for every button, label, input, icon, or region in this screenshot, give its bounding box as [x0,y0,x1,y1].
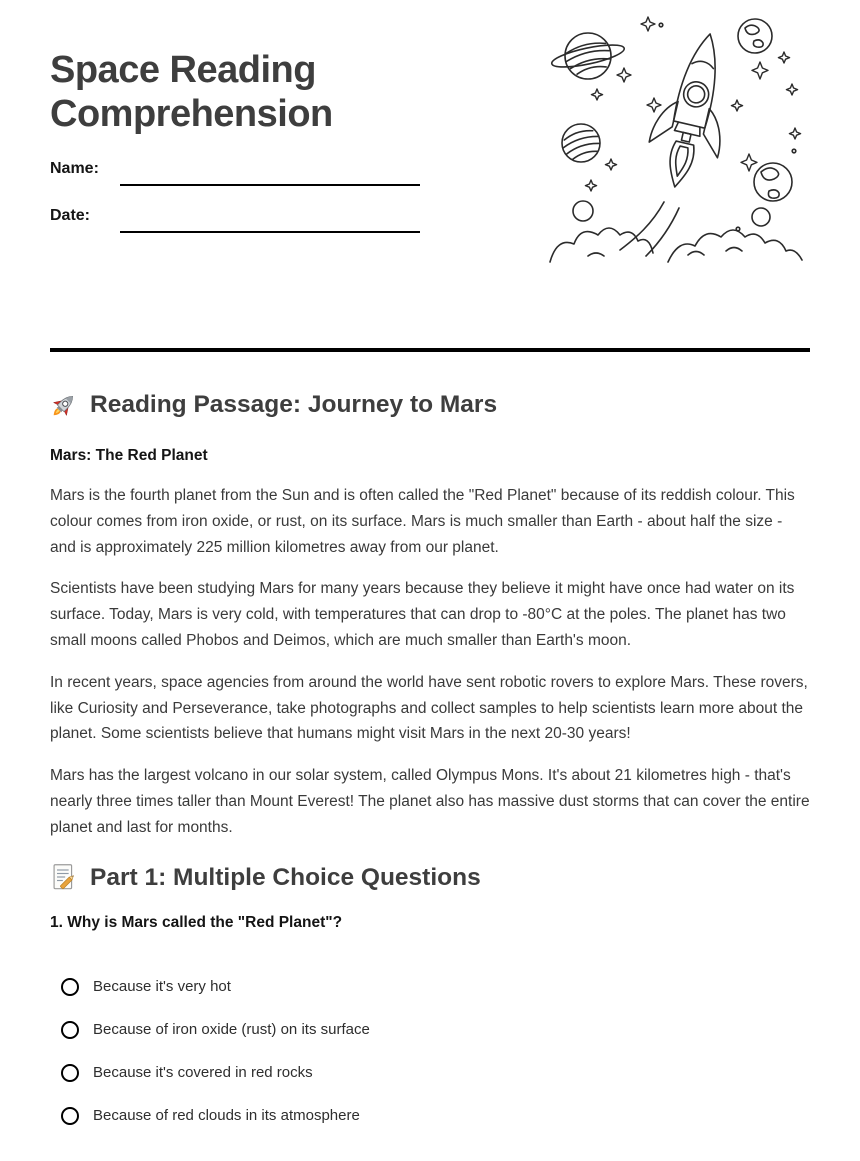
sparkle-stars [585,17,800,191]
option-row-3[interactable] [50,1060,810,1086]
memo-emoji-icon [50,863,78,891]
striped-planet-icon [560,124,602,162]
option-label: Because of iron oxide (rust) on its surface [93,1021,370,1039]
part1-section [50,861,810,1129]
part1-heading [50,861,810,894]
date-input-line[interactable] [120,211,420,233]
passage-paragraph-4: Mars has the largest volcano in our solar system, called Olympus Mons. It's about 21 kilometres high - that's nearly three times taller than Mount Everest! The planet also has massive dust storms that can cover the entire planet and last for months. [50,767,810,836]
section-divider [50,348,810,352]
header [50,0,810,348]
smoke-trail [620,202,679,256]
small-planet-icon [752,208,770,226]
rocket-emoji-icon [50,391,78,419]
option-label: Because it's covered in red rocks [93,1064,313,1082]
page-title: Space Reading Comprehension [50,49,333,136]
radio-button[interactable] [61,1021,79,1039]
moon-icon [573,201,593,221]
date-label: Date: [50,207,91,224]
option-row-4[interactable] [50,1103,810,1129]
name-field [50,160,420,178]
passage-subheading: Mars: The Red Planet [50,447,208,465]
saturn-planet-icon [550,33,626,79]
passage-heading [50,388,810,421]
option-row-2[interactable] [50,1017,810,1043]
smoke-clouds [550,228,802,262]
star-dots [659,23,796,231]
reading-passage-section [50,388,810,841]
passage-paragraph-3: In recent years, space agencies from around the world have sent robotic rovers to explore Mars. These rovers, like Curiosity and Perseverance, take photographs and collect samples to help scientists learn more about the planet. Some scientists believe that humans might visit Mars in the next 20-30 years! [50,673,808,743]
radio-button[interactable] [61,1064,79,1082]
name-input-line[interactable] [120,164,420,186]
earth-globe-icon [738,19,772,53]
option-row-1[interactable] [50,974,810,1000]
radio-button[interactable] [61,978,79,996]
rocket-launch-illustration [548,10,804,272]
option-label: Because of red clouds in its atmosphere [93,1107,360,1125]
earth-globe-icon [754,163,792,201]
date-field [50,207,420,225]
name-label: Name: [50,160,99,177]
passage-heading-label: Reading Passage: Journey to Mars [90,391,498,418]
part1-heading-label: Part 1: Multiple Choice Questions [90,863,481,891]
question-1-text: 1. Why is Mars called the "Red Planet"? [50,913,343,931]
radio-button[interactable] [61,1107,79,1125]
option-label: Because it's very hot [93,978,231,996]
passage-paragraph-2: Scientists have been studying Mars for many years because they believe it might have once had water on its surface. Today, Mars is very cold, with temperatures that can drop to -80°C at the poles. The planet has two small moons called Phobos and Deimos, which are much smaller than Earth's moon. [50,580,795,650]
question-1-options [50,974,810,1129]
rocket [641,26,745,195]
passage-paragraph-1: Mars is the fourth planet from the Sun and is often called the "Red Planet" because of its reddish colour. This colour comes from iron oxide, or rust, on its surface. Mars is much smaller than Earth - about half the size - and is approximately 225 million kilometres away from our planet. [50,487,795,556]
